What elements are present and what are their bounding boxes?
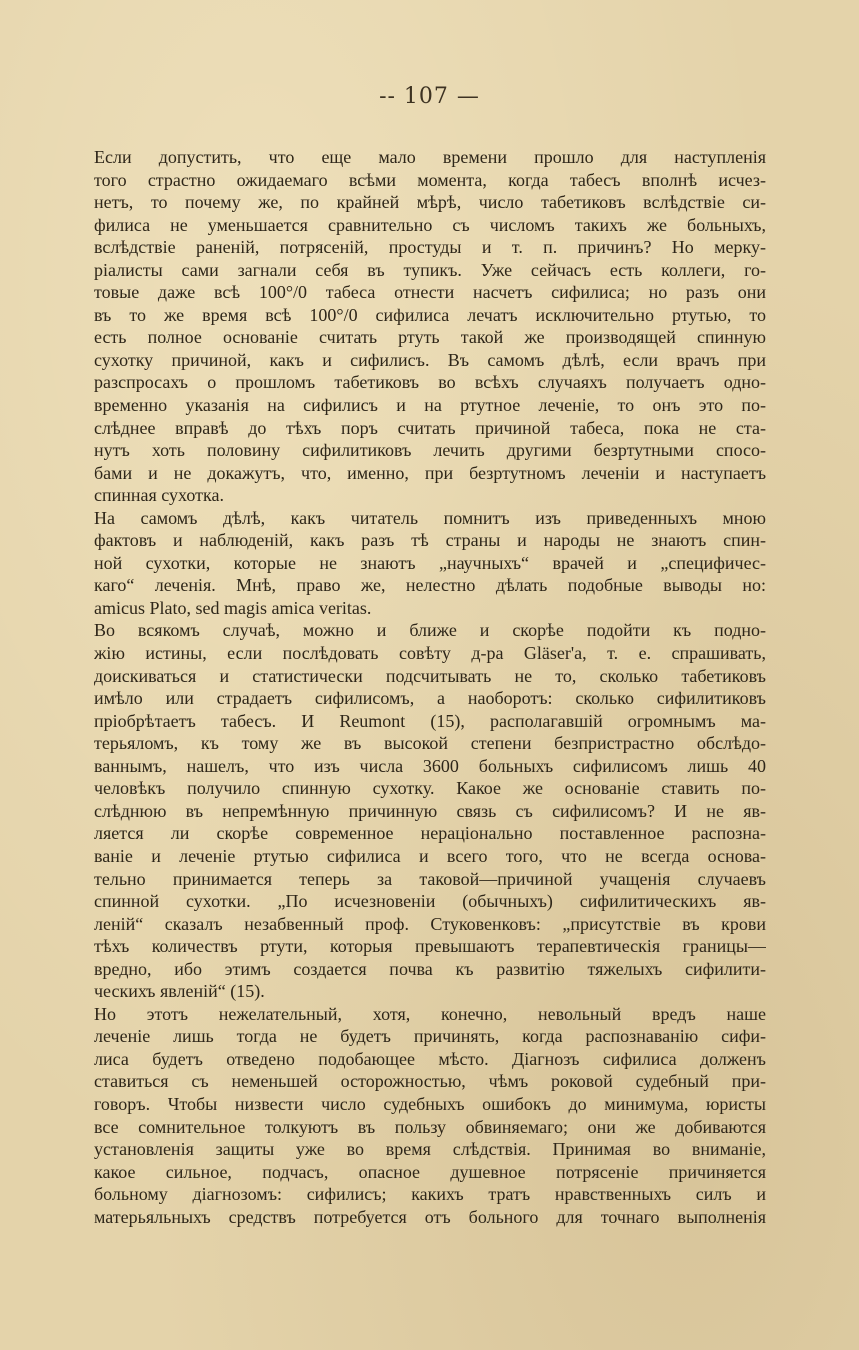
text-line: доискиваться и статистически подсчитывать не то, сколько табетиковъ	[94, 665, 766, 686]
text-line: ческихъ явленій“ (15).	[94, 981, 265, 1002]
text-line: матерьяльныхъ средствъ потребуется отъ больного для точнаго выполненія	[94, 1206, 766, 1227]
text-line: есть полное основаніе считать ртуть такой же производящей спинную	[94, 327, 766, 348]
text-line: Во всякомъ случаѣ, можно и ближе и скорѣе подойти къ подно-	[94, 620, 766, 641]
text-line: говоръ. Чтобы низвести число судебныхъ ошибокъ до минимума, юристы	[94, 1093, 766, 1114]
text-line: сухотку причиной, какъ и сифилисъ. Въ самомъ дѣлѣ, если врачъ при	[94, 349, 766, 370]
text-line: На самомъ дѣлѣ, какъ читатель помнитъ изъ приведенныхъ мною	[94, 507, 766, 528]
text-line: тельно принимается теперь за таковой—причиной учащенія случаевъ	[94, 868, 766, 889]
text-line: лиса будетъ отведено подобающее мѣсто. Діагнозъ сифилиса долженъ	[94, 1048, 766, 1069]
text-line: тѣхъ количествъ ртути, которыя превышаютъ терапевтическія границы—	[94, 936, 766, 957]
text-line: товые даже всѣ 100°/0 табеса отнести насчетъ сифилиса; но разъ они	[94, 282, 766, 303]
text-line: ваннымъ, нашелъ, что изъ числа 3600 больныхъ сифилисомъ лишь 40	[94, 755, 766, 776]
text-line: временно указанія на сифилисъ и на ртутное леченіе, то онъ это по-	[94, 395, 766, 416]
text-line: бами и не докажутъ, что, именно, при безртутномъ леченіи и наступаетъ	[94, 462, 766, 483]
text-line: Если допустить, что еще мало времени прошло для наступленія	[94, 147, 766, 167]
text-line: филиса не уменьшается сравнительно съ числомъ такихъ же больныхъ,	[94, 214, 766, 235]
page-number: -- 107 —	[379, 84, 480, 109]
text-line: леній“ сказалъ незабвенный проф. Стуковенковъ: „присутствіе въ крови	[94, 913, 766, 934]
text-line: ляется ли скорѣе современное нераціонально поставленное распозна-	[94, 823, 766, 844]
text-line: леченіе лишь тогда не будетъ причинять, когда распознаванію сифи-	[94, 1026, 766, 1047]
text-line: ставиться съ неменьшей осторожностью, чѣмъ роковой судебный при-	[94, 1071, 766, 1092]
text-line: вслѣдствіе раненій, потрясеній, простуды и т. п. причинъ? Но мерку-	[94, 237, 766, 258]
text-line: слѣднюю въ непремѣнную причинную связь съ сифилисомъ? И не яв-	[94, 800, 766, 821]
text-line: все сомнительное толкуютъ въ пользу обвиняемаго; они же добиваются	[94, 1116, 766, 1137]
body-text	[94, 146, 766, 1228]
text-line: жію истины, если послѣдовать совѣту д-ра Gläser'a, т. е. спрашивать,	[94, 643, 766, 664]
text-line: въ то же время всѣ 100°/0 сифилиса лечатъ исключительно ртутью, то	[94, 304, 766, 325]
text-line: Но этотъ нежелательный, хотя, конечно, невольный вредъ наше	[94, 1003, 766, 1024]
text-line: больному діагнозомъ: сифилисъ; какихъ тратъ нравственныхъ силъ и	[94, 1184, 766, 1205]
text-line: каго“ леченія. Мнѣ, право же, нелестно дѣлать подобные выводы но:	[94, 575, 766, 596]
text-line: amicus Plato, sed magis amica veritas.	[94, 597, 372, 618]
text-line: того страстно ожидаемаго всѣми момента, когда табесъ вполнѣ исчез-	[94, 169, 766, 190]
text-line: ріалисты сами загнали себя въ тупикъ. Уже сейчасъ есть коллеги, го-	[94, 259, 766, 280]
text-line: пріобрѣтаетъ табесъ. И Reumont (15), располагавшій огромнымъ ма-	[94, 710, 766, 731]
text-line: спинная сухотка.	[94, 485, 224, 506]
text-line: человѣкъ получило спинную сухотку. Какое же основаніе ставить по-	[94, 778, 766, 799]
text-line: какое сильное, подчасъ, опасное душевное потрясеніе причиняется	[94, 1161, 766, 1182]
text-line: вредно, ибо этимъ создается почва къ развитію тяжелыхъ сифилити-	[94, 958, 766, 979]
text-line: разспросахъ о прошломъ табетиковъ во всѣхъ случаяхъ получаетъ одно-	[94, 372, 766, 393]
text-line: ной сухотки, которые не знаютъ „научныхъ“ врачей и „специфичес-	[94, 552, 766, 573]
text-line: спинной сухотки. „По исчезновеніи (обычныхъ) сифилитическихъ яв-	[94, 891, 766, 912]
text-line: слѣднее вправѣ до тѣхъ поръ считать причиной табеса, пока не ста-	[94, 417, 766, 438]
text-line: установленія защиты уже во время слѣдствія. Принимая во вниманіе,	[94, 1139, 766, 1160]
text-line: нутъ хоть половину сифилитиковъ лечить другими безртутными спосо-	[94, 440, 766, 461]
text-line: фактовъ и наблюденій, какъ разъ тѣ страны и народы не знаютъ спин-	[94, 530, 766, 551]
text-line: ваніе и леченіе ртутью сифилиса и всего того, что не всегда основа-	[94, 845, 766, 866]
text-line: имѣло или страдаетъ сифилисомъ, а наоборотъ: сколько сифилитиковъ	[94, 688, 766, 709]
text-line: терьяломъ, къ тому же въ высокой степени безпристрастно обслѣдо-	[94, 733, 766, 754]
text-line: нетъ, то почему же, по крайней мѣрѣ, число табетиковъ вслѣдствіе си-	[94, 192, 766, 213]
